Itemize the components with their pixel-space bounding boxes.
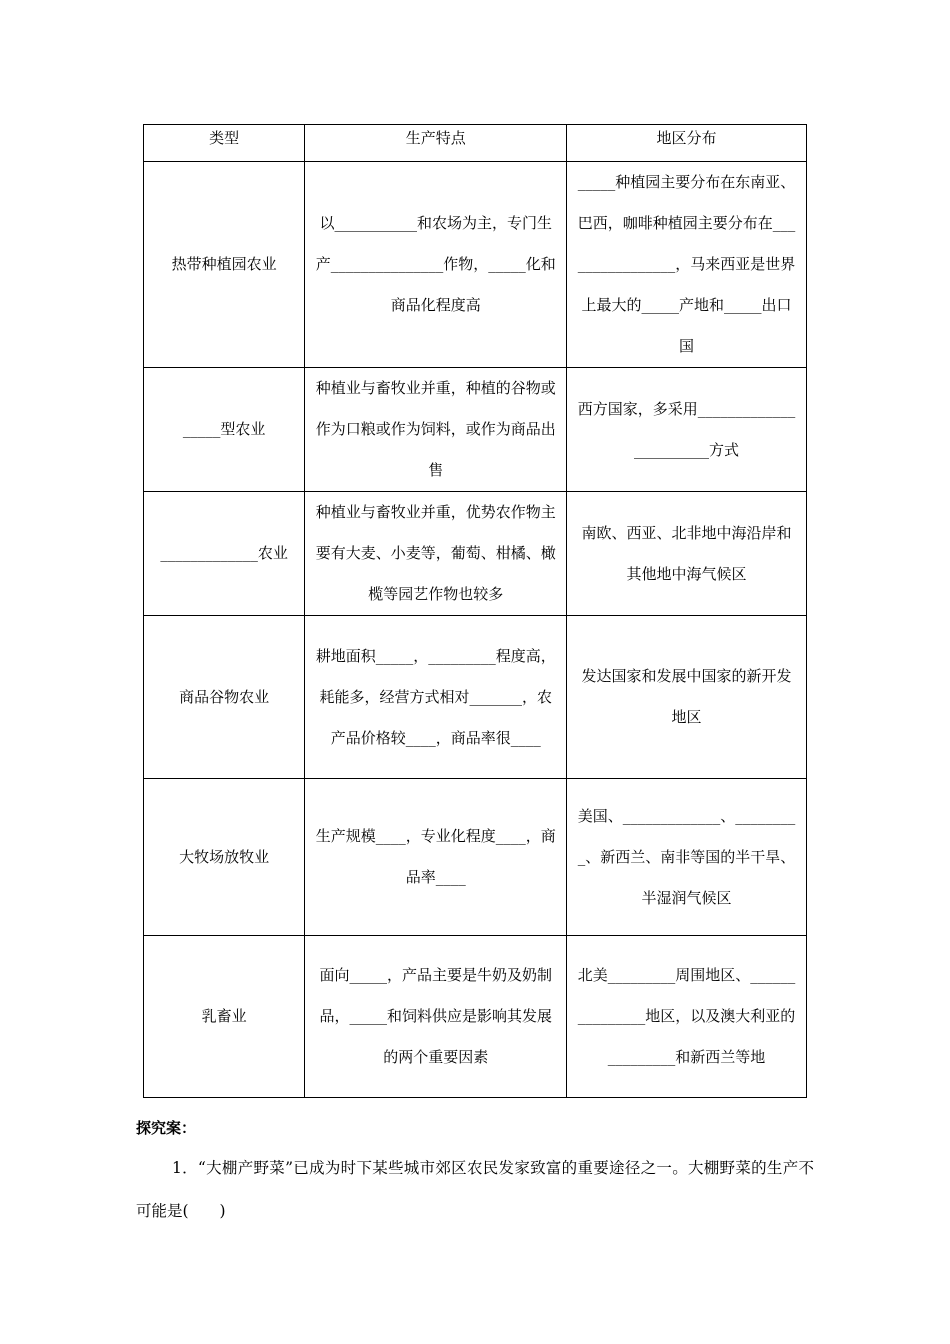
table-row — [144, 162, 807, 368]
row-type: _____型农业 — [144, 368, 305, 492]
row-type: 热带种植园农业 — [144, 162, 305, 368]
section-title: 探究案： — [136, 1119, 197, 1137]
row-distribution: 南欧、西亚、北非地中海沿岸和其他地中海气候区 — [567, 492, 807, 616]
table-row — [144, 368, 807, 492]
row-distribution: 北美_________周围地区、_______________地区，以及澳大利亚的_________和新西兰等地 — [567, 936, 807, 1098]
row-distribution: 西方国家，多采用_______________________方式 — [567, 368, 807, 492]
table-row — [144, 492, 807, 616]
row-type: 商品谷物农业 — [144, 616, 305, 779]
table-header-row — [144, 125, 807, 162]
table-row — [144, 616, 807, 779]
row-distribution: _____种植园主要分布在东南亚、巴西，咖啡种植园主要分布在________________，马来西亚是世界上最大的_____产地和_____出口国 — [567, 162, 807, 368]
header-type: 类型 — [144, 125, 305, 162]
table-row — [144, 779, 807, 936]
row-features: 生产规模____，专业化程度____，商品率____ — [305, 779, 567, 936]
header-features: 生产特点 — [305, 125, 567, 162]
row-type: _____________农业 — [144, 492, 305, 616]
row-type: 乳畜业 — [144, 936, 305, 1098]
agriculture-table — [143, 124, 807, 1098]
row-distribution: 发达国家和发展中国家的新开发地区 — [567, 616, 807, 779]
row-features: 种植业与畜牧业并重，优势农作物主要有大麦、小麦等，葡萄、柑橘、橄榄等园艺作物也较多 — [305, 492, 567, 616]
header-distribution: 地区分布 — [567, 125, 807, 162]
row-type: 大牧场放牧业 — [144, 779, 305, 936]
row-distribution: 美国、_____________、_________、新西兰、南非等国的半干旱、半湿润气候区 — [567, 779, 807, 936]
row-features: 以___________和农场为主，专门生产_______________作物，_____化和商品化程度高 — [305, 162, 567, 368]
table-row — [144, 936, 807, 1098]
row-features: 面向_____，产品主要是牛奶及奶制品，_____和饲料供应是影响其发展的两个重要因素 — [305, 936, 567, 1098]
row-features: 耕地面积_____，_________程度高，耗能多，经营方式相对_______，农产品价格较____，商品率很____ — [305, 616, 567, 779]
row-features: 种植业与畜牧业并重，种植的谷物或作为口粮或作为饲料，或作为商品出售 — [305, 368, 567, 492]
question-1: 1．“大棚产野菜”已成为时下某些城市郊区农民发家致富的重要途径之一。大棚野菜的生产不可能是( ) — [136, 1159, 814, 1220]
